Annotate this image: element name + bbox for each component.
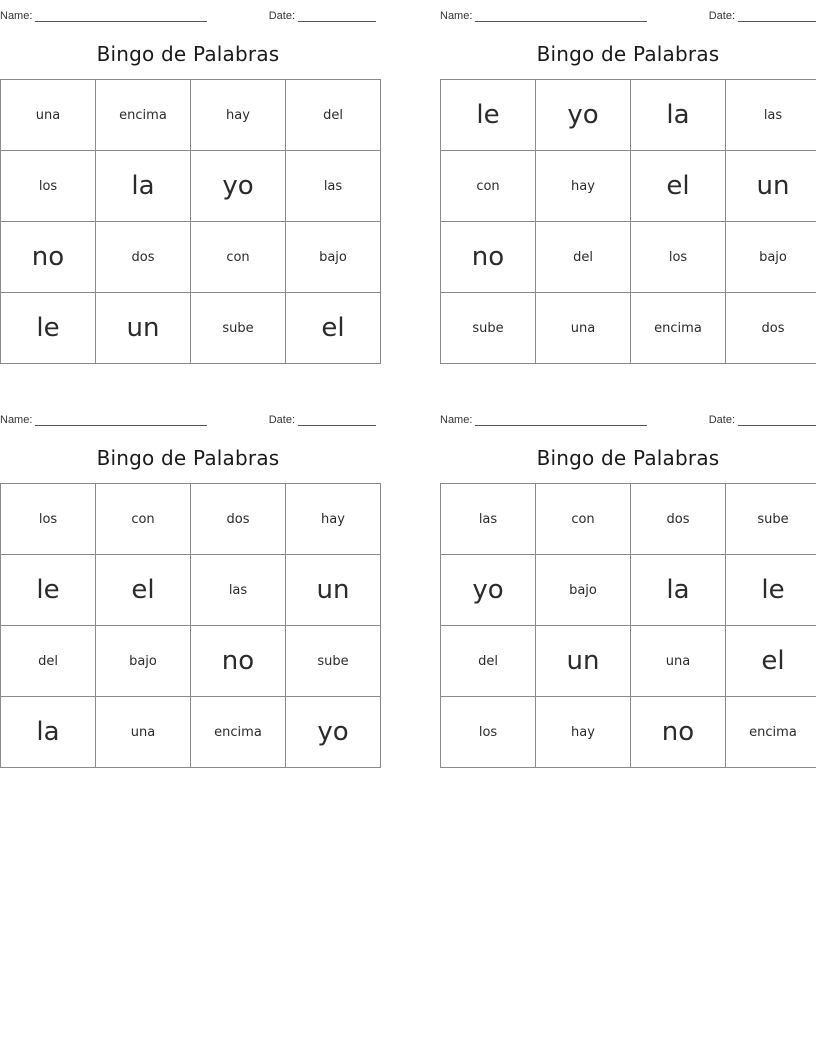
bingo-row <box>1 555 381 626</box>
bingo-cell[interactable]: yo <box>536 80 631 151</box>
bingo-row <box>441 80 816 151</box>
bingo-cell[interactable]: yo <box>191 151 286 222</box>
bingo-cell[interactable]: el <box>726 626 816 697</box>
bingo-row <box>441 555 816 626</box>
bingo-cell[interactable]: los <box>1 484 96 555</box>
student-meta-row <box>0 0 376 22</box>
name-field[interactable] <box>440 414 647 426</box>
card-title: Bingo de Palabras <box>536 42 720 66</box>
bingo-cell[interactable]: sube <box>726 484 816 555</box>
name-label: Name: <box>0 10 33 22</box>
bingo-cell[interactable]: dos <box>191 484 286 555</box>
bingo-row <box>441 151 816 222</box>
bingo-cell[interactable]: dos <box>96 222 191 293</box>
name-field[interactable] <box>440 10 647 22</box>
bingo-cell[interactable]: hay <box>191 80 286 151</box>
bingo-grid <box>0 79 381 364</box>
name-label: Name: <box>440 414 473 426</box>
bingo-cell[interactable]: dos <box>631 484 726 555</box>
bingo-cell[interactable]: las <box>286 151 381 222</box>
date-label: Date: <box>708 10 735 22</box>
bingo-cell[interactable]: del <box>286 80 381 151</box>
bingo-cell[interactable]: un <box>536 626 631 697</box>
bingo-cell[interactable]: una <box>1 80 96 151</box>
bingo-cell[interactable]: el <box>286 293 381 364</box>
bingo-cell[interactable]: con <box>536 484 631 555</box>
date-field[interactable] <box>709 414 816 426</box>
date-field[interactable] <box>709 10 816 22</box>
bingo-cell[interactable]: la <box>1 697 96 768</box>
name-field[interactable] <box>0 10 207 22</box>
bingo-cell[interactable]: le <box>441 80 536 151</box>
bingo-row <box>441 626 816 697</box>
name-input-line[interactable] <box>475 10 647 22</box>
bingo-cell[interactable]: los <box>441 697 536 768</box>
bingo-cell[interactable]: bajo <box>536 555 631 626</box>
bingo-cell[interactable]: los <box>1 151 96 222</box>
bingo-row <box>1 80 381 151</box>
bingo-cell[interactable]: las <box>191 555 286 626</box>
bingo-cell[interactable]: con <box>191 222 286 293</box>
bingo-cell[interactable]: encima <box>191 697 286 768</box>
bingo-grid <box>440 483 816 768</box>
bingo-card <box>440 364 816 768</box>
date-label: Date: <box>268 414 295 426</box>
name-input-line[interactable] <box>35 10 207 22</box>
bingo-cell[interactable]: no <box>191 626 286 697</box>
bingo-row <box>441 697 816 768</box>
bingo-cell[interactable]: sube <box>441 293 536 364</box>
bingo-cell[interactable]: una <box>96 697 191 768</box>
bingo-card <box>440 0 816 364</box>
bingo-cell[interactable]: un <box>286 555 381 626</box>
bingo-cell[interactable]: del <box>536 222 631 293</box>
bingo-cell[interactable]: encima <box>726 697 816 768</box>
bingo-cell[interactable]: no <box>631 697 726 768</box>
date-label: Date: <box>268 10 295 22</box>
bingo-grid <box>0 483 381 768</box>
name-field[interactable] <box>0 414 207 426</box>
bingo-cell[interactable]: yo <box>286 697 381 768</box>
bingo-cell[interactable]: le <box>726 555 816 626</box>
bingo-cell[interactable]: con <box>441 151 536 222</box>
bingo-cell[interactable]: las <box>441 484 536 555</box>
bingo-cell[interactable]: un <box>96 293 191 364</box>
bingo-cell[interactable]: del <box>441 626 536 697</box>
bingo-row <box>1 293 381 364</box>
name-input-line[interactable] <box>35 414 207 426</box>
date-input-line[interactable] <box>738 414 816 426</box>
bingo-cell[interactable]: bajo <box>96 626 191 697</box>
bingo-cell[interactable]: sube <box>191 293 286 364</box>
bingo-cell[interactable]: no <box>1 222 96 293</box>
bingo-row <box>1 151 381 222</box>
card-title: Bingo de Palabras <box>536 446 720 470</box>
bingo-cell[interactable]: hay <box>536 151 631 222</box>
bingo-cell[interactable]: el <box>631 151 726 222</box>
bingo-cell[interactable]: una <box>536 293 631 364</box>
bingo-cell[interactable]: sube <box>286 626 381 697</box>
bingo-row <box>441 222 816 293</box>
bingo-row <box>1 222 381 293</box>
date-field[interactable] <box>269 414 376 426</box>
bingo-cell[interactable]: el <box>96 555 191 626</box>
bingo-cell[interactable]: dos <box>726 293 816 364</box>
bingo-cell[interactable]: no <box>441 222 536 293</box>
bingo-cell[interactable]: bajo <box>726 222 816 293</box>
bingo-cell[interactable]: hay <box>286 484 381 555</box>
bingo-cell[interactable]: con <box>96 484 191 555</box>
bingo-row <box>441 484 816 555</box>
student-meta-row <box>440 404 816 426</box>
bingo-grid <box>440 79 816 364</box>
bingo-card <box>0 364 440 768</box>
bingo-row <box>441 293 816 364</box>
date-input-line[interactable] <box>298 10 376 22</box>
bingo-row <box>1 697 381 768</box>
date-input-line[interactable] <box>738 10 816 22</box>
bingo-cell[interactable]: encima <box>631 293 726 364</box>
bingo-cell[interactable]: yo <box>441 555 536 626</box>
bingo-cell[interactable]: la <box>631 555 726 626</box>
bingo-row <box>1 626 381 697</box>
date-input-line[interactable] <box>298 414 376 426</box>
bingo-cell[interactable]: le <box>1 293 96 364</box>
bingo-row <box>1 484 381 555</box>
bingo-cell[interactable]: le <box>1 555 96 626</box>
bingo-cell[interactable]: hay <box>536 697 631 768</box>
student-meta-row <box>0 404 376 426</box>
card-title: Bingo de Palabras <box>96 42 280 66</box>
bingo-cell[interactable]: los <box>631 222 726 293</box>
bingo-cell[interactable]: del <box>1 626 96 697</box>
date-field[interactable] <box>269 10 376 22</box>
bingo-cell[interactable]: la <box>96 151 191 222</box>
bingo-cell[interactable]: una <box>631 626 726 697</box>
bingo-card <box>0 0 440 364</box>
name-input-line[interactable] <box>475 414 647 426</box>
bingo-cell[interactable]: la <box>631 80 726 151</box>
bingo-cell[interactable]: las <box>726 80 816 151</box>
bingo-cell[interactable]: encima <box>96 80 191 151</box>
name-label: Name: <box>0 414 33 426</box>
bingo-cell[interactable]: un <box>726 151 816 222</box>
bingo-cell[interactable]: bajo <box>286 222 381 293</box>
student-meta-row <box>440 0 816 22</box>
card-title: Bingo de Palabras <box>96 446 280 470</box>
date-label: Date: <box>708 414 735 426</box>
name-label: Name: <box>440 10 473 22</box>
